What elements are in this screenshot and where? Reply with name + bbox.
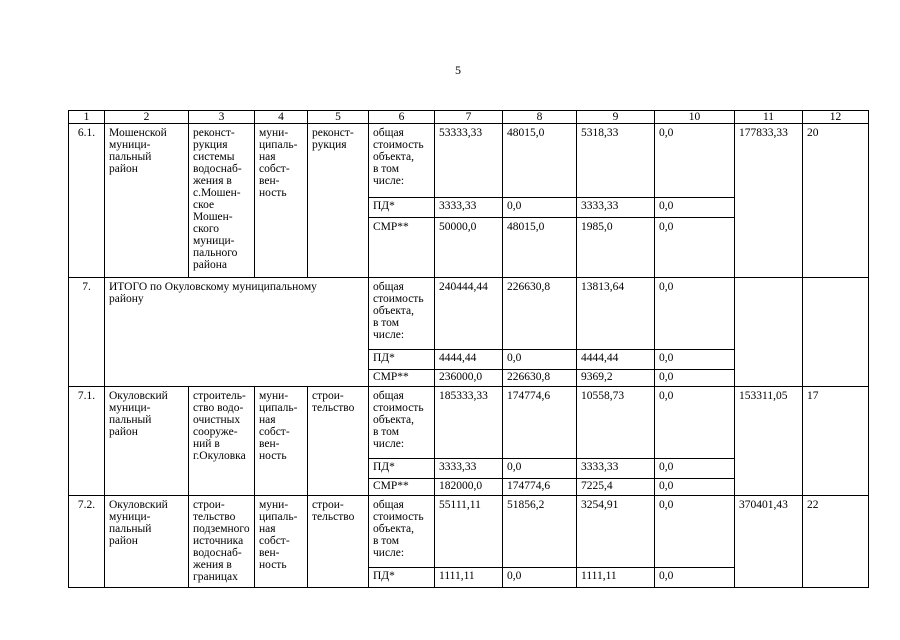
- page-number: 5: [455, 63, 461, 77]
- ownership-cell: муни- ципаль- ная собст- вен- ность: [255, 496, 308, 588]
- value-cell: 240444,44: [435, 278, 503, 350]
- investment-table: [68, 110, 869, 588]
- value-cell: 3333,33: [577, 459, 655, 479]
- value-cell: 0,0: [503, 198, 577, 218]
- value-cell: 226630,8: [503, 370, 577, 387]
- value-cell: 153311,05: [735, 387, 803, 496]
- value-cell: 1985,0: [577, 218, 655, 278]
- cost-label-cell: общая стоимость объекта, в том числе:: [369, 278, 435, 350]
- column-header: 2: [105, 111, 189, 124]
- table-row: [69, 387, 869, 459]
- value-cell: 55111,11: [435, 496, 503, 568]
- value-cell: 1111,11: [577, 568, 655, 588]
- column-header: 5: [308, 111, 369, 124]
- district-cell: Окуловский муници- пальный район: [105, 496, 189, 588]
- value-cell: 3333,33: [435, 459, 503, 479]
- ownership-cell: муни- ципаль- ная собст- вен- ность: [255, 387, 308, 496]
- work-type-cell: строи- тельство: [308, 496, 369, 588]
- value-cell: 0,0: [655, 479, 735, 496]
- value-cell: 0,0: [503, 459, 577, 479]
- value-cell: 5318,33: [577, 124, 655, 198]
- work-description-cell: реконст- рукция системы водоснаб- жения в с.Мошен- ское Мошен- ского муници- пального района: [189, 124, 255, 278]
- column-header: 4: [255, 111, 308, 124]
- value-cell: 0,0: [503, 350, 577, 370]
- value-cell: 48015,0: [503, 218, 577, 278]
- value-cell: 236000,0: [435, 370, 503, 387]
- work-type-cell: реконст- рукция: [308, 124, 369, 278]
- value-cell: 3333,33: [435, 198, 503, 218]
- value-cell: 20: [803, 124, 869, 278]
- value-cell: 0,0: [655, 278, 735, 350]
- value-cell: 1111,11: [435, 568, 503, 588]
- ownership-cell: муни- ципаль- ная собст- вен- ность: [255, 124, 308, 278]
- cost-label-cell: ПД*: [369, 350, 435, 370]
- value-cell: 0,0: [655, 370, 735, 387]
- value-cell: 185333,33: [435, 387, 503, 459]
- total-label-cell: ИТОГО по Окуловскому муниципальному району: [105, 278, 369, 387]
- cost-label-cell: СМР**: [369, 479, 435, 496]
- row-number: 7.1.: [69, 387, 105, 496]
- value-cell: 7225,4: [577, 479, 655, 496]
- work-type-cell: строи- тельство: [308, 387, 369, 496]
- value-cell: 13813,64: [577, 278, 655, 350]
- cost-label-cell: общая стоимость объекта, в том числе:: [369, 387, 435, 459]
- table-row: [69, 124, 869, 198]
- value-cell: 174774,6: [503, 479, 577, 496]
- district-cell: Окуловский муници- пальный район: [105, 387, 189, 496]
- cost-label-cell: общая стоимость объекта, в том числе:: [369, 124, 435, 198]
- header-row: [69, 111, 869, 124]
- value-cell: 53333,33: [435, 124, 503, 198]
- value-cell: 9369,2: [577, 370, 655, 387]
- value-cell: 370401,43: [735, 496, 803, 588]
- value-cell: 226630,8: [503, 278, 577, 350]
- value-cell: 0,0: [655, 459, 735, 479]
- row-number: 7.2.: [69, 496, 105, 588]
- value-cell: 10558,73: [577, 387, 655, 459]
- column-header: 9: [577, 111, 655, 124]
- value-cell: [735, 278, 803, 387]
- cost-label-cell: СМР**: [369, 218, 435, 278]
- column-header: 8: [503, 111, 577, 124]
- row-number: 7.: [69, 278, 105, 387]
- column-header: 11: [735, 111, 803, 124]
- column-header: 10: [655, 111, 735, 124]
- value-cell: 4444,44: [435, 350, 503, 370]
- value-cell: 0,0: [655, 496, 735, 568]
- cost-label-cell: ПД*: [369, 198, 435, 218]
- value-cell: 50000,0: [435, 218, 503, 278]
- value-cell: 0,0: [655, 568, 735, 588]
- value-cell: 3333,33: [577, 198, 655, 218]
- value-cell: 0,0: [655, 218, 735, 278]
- column-header: 7: [435, 111, 503, 124]
- value-cell: 22: [803, 496, 869, 588]
- value-cell: 0,0: [503, 568, 577, 588]
- value-cell: 0,0: [655, 198, 735, 218]
- work-description-cell: строитель- ство водо- очистных сооруже- ний в г.Окуловка: [189, 387, 255, 496]
- value-cell: 182000,0: [435, 479, 503, 496]
- column-header: 1: [69, 111, 105, 124]
- value-cell: 174774,6: [503, 387, 577, 459]
- table-row: [69, 278, 869, 350]
- value-cell: 4444,44: [577, 350, 655, 370]
- value-cell: 3254,91: [577, 496, 655, 568]
- value-cell: 0,0: [655, 350, 735, 370]
- value-cell: 0,0: [655, 124, 735, 198]
- row-number: 6.1.: [69, 124, 105, 278]
- cost-label-cell: ПД*: [369, 568, 435, 588]
- value-cell: 0,0: [655, 387, 735, 459]
- value-cell: 51856,2: [503, 496, 577, 568]
- value-cell: 48015,0: [503, 124, 577, 198]
- value-cell: 177833,33: [735, 124, 803, 278]
- work-description-cell: строи- тельство подземного источника водоснаб- жения в границах: [189, 496, 255, 588]
- table-row: [69, 496, 869, 568]
- column-header: 3: [189, 111, 255, 124]
- cost-label-cell: общая стоимость объекта, в том числе:: [369, 496, 435, 568]
- district-cell: Мошенской муници- пальный район: [105, 124, 189, 278]
- column-header: 12: [803, 111, 869, 124]
- cost-label-cell: ПД*: [369, 459, 435, 479]
- value-cell: [803, 278, 869, 387]
- value-cell: 17: [803, 387, 869, 496]
- column-header: 6: [369, 111, 435, 124]
- cost-label-cell: СМР**: [369, 370, 435, 387]
